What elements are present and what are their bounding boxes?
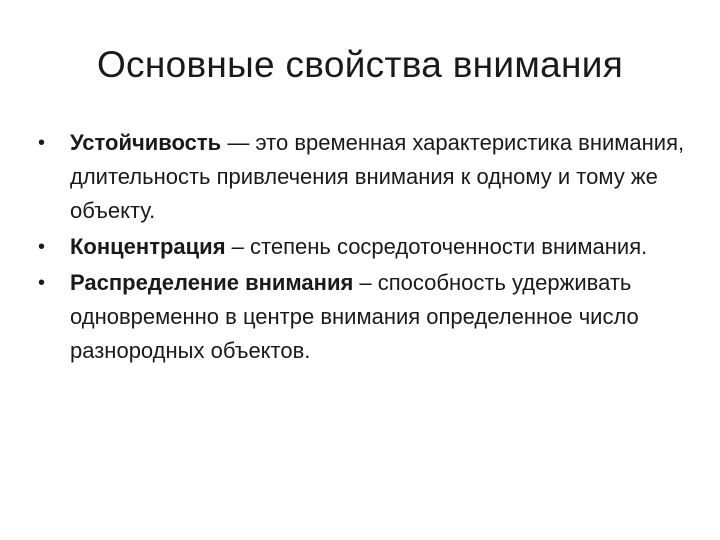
bullet-item-distribution xyxy=(38,266,698,368)
bullet-term: Распределение внимания xyxy=(70,270,354,295)
bullet-list xyxy=(38,126,698,370)
bullet-text: – способность удерживать одновременно в центре внимания определенное число разнородных объектов. xyxy=(70,270,639,363)
bullet-text: – степень сосредоточенности внимания. xyxy=(225,234,648,259)
bullet-term: Концентрация xyxy=(70,234,226,259)
bullet-dot-icon: • xyxy=(38,236,46,258)
bullet-text: — это временная характеристика внимания, длительность привлечения внимания к одному и тому же объекту. xyxy=(70,130,685,223)
bullet-item-concentration xyxy=(38,230,698,264)
slide-title: Основные свойства внимания xyxy=(96,44,624,85)
bullet-term: Устойчивость xyxy=(70,130,222,155)
bullet-dot-icon: • xyxy=(38,272,46,294)
bullet-dot-icon: • xyxy=(38,132,46,154)
bullet-item-stability xyxy=(38,126,698,228)
